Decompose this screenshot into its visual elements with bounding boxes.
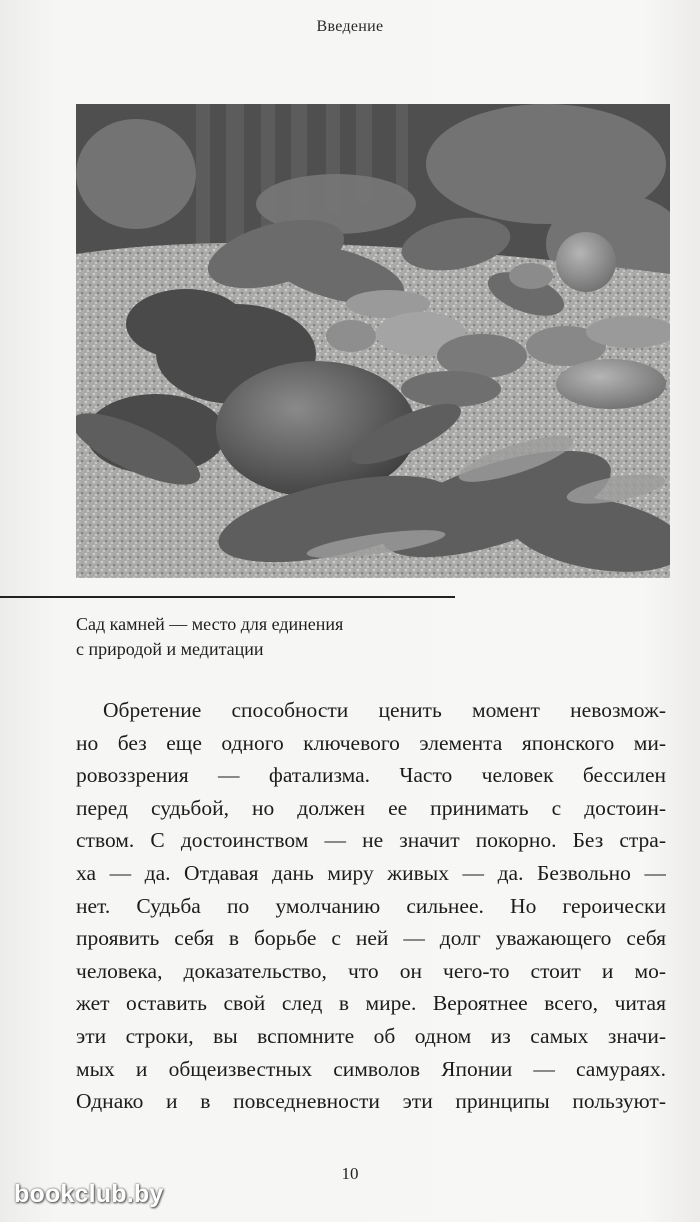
text-line: эти строки, вы вспомните об одном из самых значи- (76, 1023, 666, 1048)
figure-caption (76, 612, 616, 662)
text-line: Обретение способности ценить момент невозмож- (103, 698, 666, 722)
rock-garden-photo-graphic (76, 104, 670, 578)
running-header: Введение (316, 18, 384, 35)
text-line: нет. Судьба по умолчанию сильнее. Но героически (76, 893, 666, 918)
caption-divider (0, 596, 455, 598)
text-line: перед судьбой, но должен ее принимать с достоин- (76, 795, 666, 820)
text-line: ха — да. Отдавая дань миру живых — да. Безвольно — (76, 860, 666, 885)
text-line: ством. С достоинством — не значит покорно. Без стра- (76, 828, 666, 853)
rock-garden-photo (76, 104, 670, 578)
caption-line: Сад камней — место для единения (76, 614, 344, 634)
watermark-logo: bookclub.by (14, 1180, 164, 1208)
text-line: человека, доказательство, что он чего-то стоит и мо- (76, 958, 666, 983)
text-line: проявить себя в борьбе с ней — долг уважающего себя (76, 926, 666, 951)
text-line: ровоззрения — фатализма. Часто человек бессилен (76, 763, 666, 788)
page-number: 10 (341, 1164, 359, 1183)
body-paragraph (76, 694, 666, 1118)
text-line: Однако и в повседневности эти принципы пользуют- (76, 1089, 666, 1114)
text-line: но без еще одного ключевого элемента японского ми- (76, 730, 666, 755)
text-line: мых и общеизвестных символов Японии — самураях. (76, 1056, 666, 1081)
caption-line: с природой и медитации (76, 639, 264, 659)
text-line: жет оставить свой след в мире. Вероятнее всего, читая (76, 991, 666, 1016)
